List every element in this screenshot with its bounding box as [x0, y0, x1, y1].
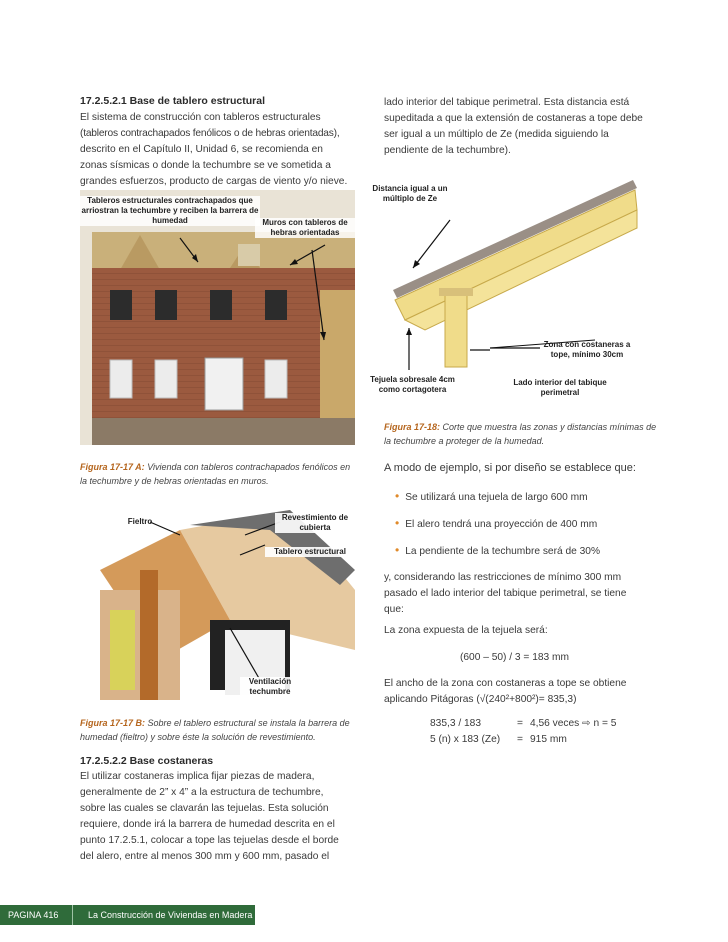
bullet-list [395, 489, 600, 570]
footer-bar [0, 905, 255, 925]
label-distancia-ze: Distancia igual a un múltiplo de Ze [372, 184, 448, 203]
paragraph-tablero: El sistema de construcción con tableros estructurales (tableros contrachapados fenólicos o de hebras orientadas), descrito en el Capítulo II, Unidad 6, se recomienda en zonas sísmicas o donde la techumbre se ve sometida a grandes esfuerzos, producto de cargas de viento y/o nieve. [80, 112, 348, 187]
paragraph-restricciones: y, considerando las restricciones de mínimo 300 mm pasado el lado interior del tabique perimetral, se tiene que: [384, 572, 627, 615]
label-tablero-estructural: Tablero estructural [265, 547, 355, 557]
list-item: • Se utilizará una tejuela de largo 600 mm [395, 489, 588, 503]
label-muros-osb: Muros con tableros de hebras orientadas [255, 218, 355, 238]
label-fieltro: Fieltro [127, 517, 153, 526]
calc-row-2: 5 (n) x 183 (Ze) = 915 mm [430, 734, 567, 745]
formula-zona: (600 – 50) / 3 = 183 mm [460, 652, 570, 663]
list-item: • El alero tendrá una proyección de 400 mm [395, 516, 598, 530]
caption-17-18: Figura 17-18: Corte que muestra las zonas y distancias mínimas de la techumbre a proteger de la humedad. [384, 422, 657, 446]
paragraph-right-top: lado interior del tabique perimetral. Esta distancia está supeditada a que la extensión de costaneras a tope debe ser igual a un múltiplo de Ze (medida siguiendo la pendiente de la techumbre). [384, 97, 643, 156]
caption-17a: Figura 17-17 A: Vivienda con tableros contrachapados fenólicos en la techumbre y de hebras orientadas en muros. [80, 462, 351, 486]
section-heading-costaneras: 17.2.5.2.2 Base costaneras [80, 755, 214, 767]
section-heading-tablero: 17.2.5.2.1 Base de tablero estructural [80, 95, 266, 107]
paragraph-costaneras: El utilizar costaneras implica fijar piezas de madera, generalmente de 2” x 4” a la estructura de techumbre, sobre las cuales se clavarán las tejuelas. Esta solución requiere, donde irá la barrera de humedad descrita en el punto 17.2.5.1, colocar a tope las tejuelas desde el borde del alero, entre al menos 300 mm y 600 mm, pasado el [80, 771, 339, 862]
label-tejuela-sobresale: Tejuela sobresale 4cm como cortagotera [370, 375, 455, 394]
calculation-block [430, 716, 660, 748]
calc-row-1: 835,3 / 183 = 4,56 veces ⇨ n = 5 [430, 718, 617, 729]
book-title: La Construcción de Viviendas en Madera [88, 910, 253, 920]
label-zona-costaneras: Zona con costaneras a tope, mínimo 30cm [543, 340, 631, 359]
figure-17a [80, 190, 355, 445]
label-lado-interior: Lado interior del tabique perimetral [513, 378, 607, 397]
roof-section-illustration [80, 510, 355, 710]
paragraph-intro: A modo de ejemplo, si por diseño se establece que: [384, 462, 636, 474]
roof-cross-section [365, 180, 665, 405]
label-tableros-contrachapados: Tableros estructurales contrachapados que arriostran la techumbre y reciben la barrera de humedad [81, 196, 259, 225]
figure-17b [80, 510, 355, 710]
label-revestimiento: Revestimiento de cubierta [275, 513, 355, 533]
list-item: • La pendiente de la techumbre será de 30% [395, 543, 601, 557]
caption-17b: Figura 17-17 B: Sobre el tablero estructural se instala la barrera de humedad (fieltro) y sobre éste la solución de revestimiento. [80, 718, 350, 742]
paragraph-pitagoras: El ancho de la zona con costaneras a tope se obtiene aplicando Pitágoras (√(240²+800²)= 835,3) [384, 678, 627, 705]
page-number: PAGINA 416 [8, 910, 59, 920]
zona-expuesta-text: La zona expuesta de la tejuela será: [384, 625, 548, 636]
footer-divider [72, 905, 73, 925]
label-ventilacion: Ventilación techumbre [240, 677, 300, 697]
figure-17-18 [365, 180, 665, 405]
